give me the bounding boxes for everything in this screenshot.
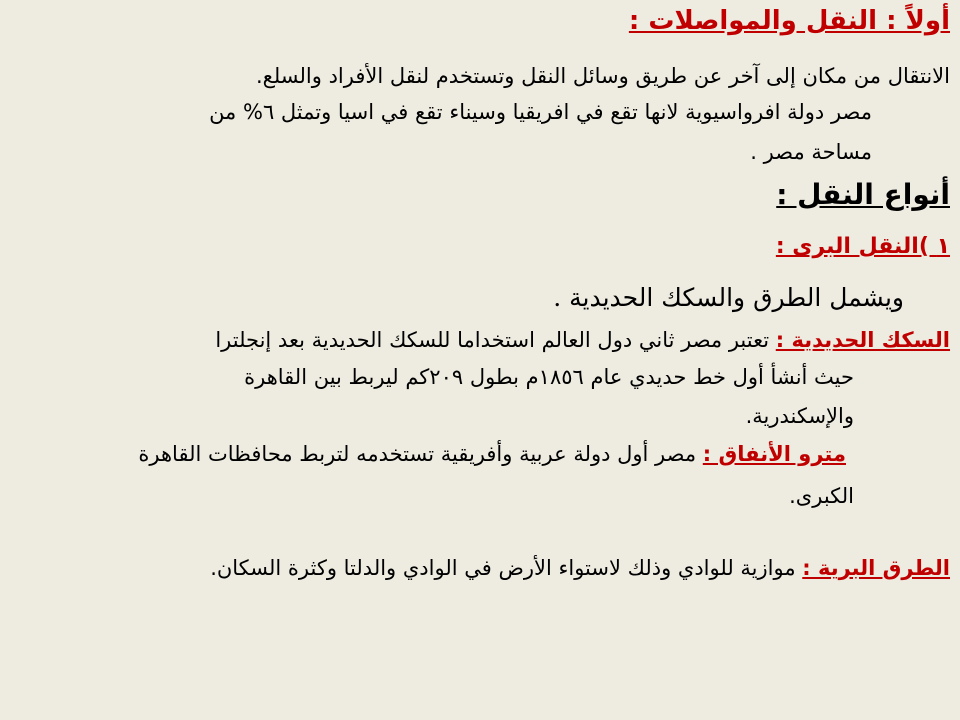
metro-label: مترو الأنفاق : [702, 442, 846, 466]
roads-line [210, 556, 950, 580]
railways-text-1: تعتبر مصر ثاني دول العالم استخداما للسكك الحديدية بعد إنجلترا [215, 328, 776, 352]
section-heading-types: أنواع النقل : [776, 178, 950, 211]
metro-line-2: الكبرى. [789, 484, 854, 508]
egypt-location-line-1: مصر دولة افرواسيوية لانها تقع في افريقيا وسيناء تقع في اسيا وتمثل ٦% من [209, 100, 872, 124]
railways-label: السكك الحديدية : [775, 328, 950, 352]
transport-definition: الانتقال من مكان إلى آخر عن طريق وسائل النقل وتستخدم لنقل الأفراد والسلع. [255, 64, 950, 88]
roads-label: الطرق البرية : [802, 556, 950, 580]
metro-text-1: مصر أول دولة عربية وأفريقية تستخدمه لتربط محافظات القاهرة [138, 442, 703, 466]
railways-line-3: والإسكندرية. [745, 404, 854, 428]
egypt-location-line-2: مساحة مصر . [750, 140, 872, 164]
roads-text: موازية للوادي وذلك لاستواء الأرض في الوادي والدلتا وكثرة السكان. [210, 556, 803, 580]
land-transport-heading: ١ )النقل البرى : [775, 234, 950, 259]
railways-line-2: حيث أنشأ أول خط حديدي عام ١٨٥٦م بطول ٢٠٩كم ليربط بين القاهرة [244, 365, 854, 389]
railways-line-1 [215, 328, 950, 352]
section-heading-transport: أولاً : النقل والمواصلات : [628, 6, 950, 36]
land-transport-includes: ويشمل الطرق والسكك الحديدية . [553, 283, 904, 312]
metro-line-1 [138, 442, 846, 466]
